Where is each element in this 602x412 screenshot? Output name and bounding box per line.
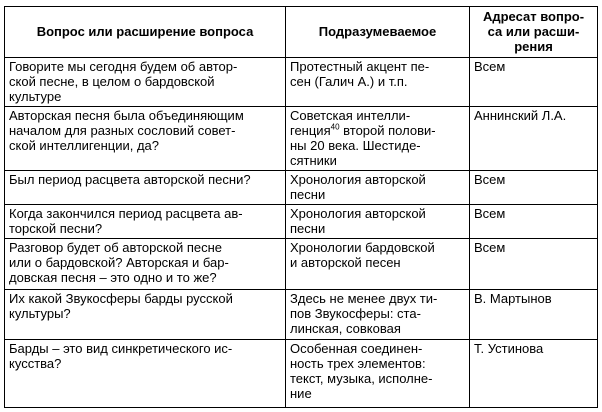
implied-line: Хронология авторской — [290, 172, 426, 187]
addressee-cell: Всем — [470, 58, 598, 107]
implied-line: Особенная соединен- — [290, 341, 423, 356]
implied-line: Протестный акцент пе- — [290, 59, 430, 74]
question-line: ской интеллигенции, да? — [9, 138, 160, 153]
implied-line: ны 20 века. Шестиде- — [290, 138, 421, 153]
header-addressee-line-3: рения — [514, 39, 553, 54]
header-addressee-line-1: Адресат вопро- — [482, 9, 585, 24]
header-implied: Подразумеваемое — [286, 7, 470, 58]
table-row — [5, 171, 598, 205]
header-question: Вопрос или расширение вопроса — [5, 7, 286, 58]
addressee-cell: Всем — [470, 239, 598, 290]
question-line: Был период расцвета авторской песни? — [9, 172, 251, 187]
question-line: Когда закончился период расцвета ав- — [9, 206, 243, 221]
implied-line: сятники — [290, 153, 337, 168]
question-line: культуре — [9, 89, 62, 104]
table-header-row — [5, 7, 598, 58]
implied-line: Хронологии бардовской — [290, 240, 435, 255]
question-line: Авторская песня была объединяющим — [9, 108, 244, 123]
addressee-cell: Аннинский Л.А. — [470, 107, 598, 171]
question-line: довская песня – это одно и то же? — [9, 270, 217, 285]
questions-table — [4, 6, 598, 408]
implied-cell — [286, 290, 470, 340]
implied-line: песни — [290, 221, 326, 236]
question-line: ской песне, в целом о бардовской — [9, 74, 215, 89]
question-cell — [5, 205, 286, 239]
addressee-cell: Т. Устинова — [470, 340, 598, 408]
question-cell — [5, 58, 286, 107]
addressee-cell: Всем — [470, 205, 598, 239]
question-line: торской песни? — [9, 221, 103, 236]
footnote-marker[interactable]: 40 — [330, 122, 340, 132]
header-addressee — [470, 7, 598, 58]
implied-cell — [286, 239, 470, 290]
table-row — [5, 290, 598, 340]
addressee-cell: Всем — [470, 171, 598, 205]
implied-line: текст, музыка, исполне- — [290, 371, 433, 386]
question-line: началом для разных сословий совет- — [9, 123, 236, 138]
header-addressee-line-2: са или расши- — [487, 24, 580, 39]
implied-line: второй полови- — [339, 123, 436, 138]
question-cell — [5, 290, 286, 340]
table-row — [5, 107, 598, 171]
addressee-cell: В. Мартынов — [470, 290, 598, 340]
table-row — [5, 58, 598, 107]
question-line: Говорите мы сегодня будем об автор- — [9, 59, 238, 74]
question-line: или о бардовской? Авторская и бар- — [9, 255, 229, 270]
implied-line: и авторской песен — [290, 255, 401, 270]
implied-line: Советская интелли- — [290, 108, 411, 123]
implied-line: ние — [290, 386, 312, 401]
question-line: культуры? — [9, 306, 71, 321]
question-line: Барды – это вид синкретического ис- — [9, 341, 233, 356]
implied-line: пов Звукосферы: ста- — [290, 306, 421, 321]
implied-line: Здесь не менее двух ти- — [290, 291, 438, 306]
question-cell — [5, 107, 286, 171]
implied-line: генция — [290, 123, 331, 138]
question-line: кусства? — [9, 356, 62, 371]
question-line: Их какой Звукосферы барды русской — [9, 291, 233, 306]
implied-cell — [286, 107, 470, 171]
implied-cell — [286, 205, 470, 239]
question-cell — [5, 239, 286, 290]
question-cell — [5, 340, 286, 408]
question-line: Разговор будет об авторской песне — [9, 240, 223, 255]
implied-cell — [286, 171, 470, 205]
implied-cell — [286, 340, 470, 408]
implied-line: линская, совковая — [290, 321, 401, 336]
question-cell — [5, 171, 286, 205]
implied-line: ность трех элементов: — [290, 356, 426, 371]
implied-line: сен (Галич А.) и т.п. — [290, 74, 408, 89]
implied-line: Хронология авторской — [290, 206, 426, 221]
table-row — [5, 340, 598, 408]
table-row — [5, 205, 598, 239]
implied-line: песни — [290, 187, 326, 202]
implied-cell — [286, 58, 470, 107]
table-row — [5, 239, 598, 290]
